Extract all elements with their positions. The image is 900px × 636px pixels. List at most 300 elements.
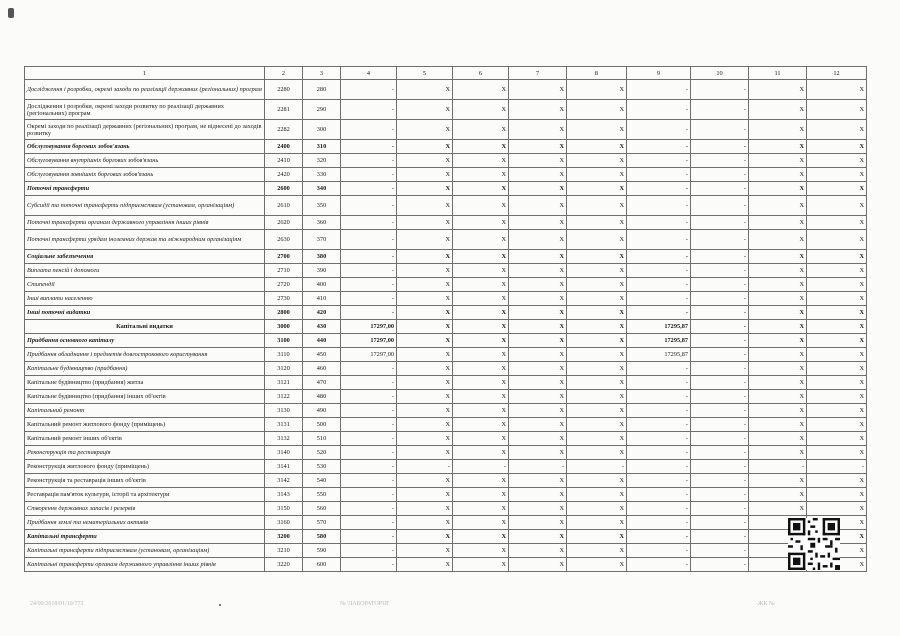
kekv-code-cell: 3142 (265, 474, 303, 488)
value-cell: - (627, 558, 691, 572)
value-cell: - (691, 558, 749, 572)
value-cell: - (341, 140, 397, 154)
value-cell: X (509, 292, 567, 306)
value-cell: X (453, 320, 509, 334)
kekv-code-cell: 2282 (265, 120, 303, 140)
value-cell: - (341, 306, 397, 320)
line-code-cell: 600 (303, 558, 341, 572)
value-cell: X (453, 530, 509, 544)
kekv-code-cell: 3130 (265, 404, 303, 418)
table-row (25, 140, 867, 154)
value-cell: X (397, 502, 453, 516)
value-cell: - (341, 404, 397, 418)
value-cell: X (509, 320, 567, 334)
table-row (25, 100, 867, 120)
value-cell: X (807, 376, 867, 390)
column-number-header: 1 (25, 67, 265, 80)
value-cell: - (627, 216, 691, 230)
value-cell: - (691, 120, 749, 140)
value-cell: X (453, 432, 509, 446)
value-cell: X (567, 306, 627, 320)
value-cell: X (509, 182, 567, 196)
row-name-cell: Соціальне забезпечення (25, 250, 265, 264)
value-cell: X (749, 404, 807, 418)
value-cell: X (749, 154, 807, 168)
value-cell: X (509, 154, 567, 168)
value-cell: - (341, 230, 397, 250)
row-name-cell: Капітальне будівництво (придбання) (25, 362, 265, 376)
value-cell: X (749, 502, 807, 516)
value-cell: - (509, 460, 567, 474)
value-cell: - (341, 362, 397, 376)
value-cell: - (691, 446, 749, 460)
value-cell: X (807, 250, 867, 264)
line-code-cell: 440 (303, 334, 341, 348)
value-cell: X (453, 154, 509, 168)
value-cell: - (341, 168, 397, 182)
table-row (25, 418, 867, 432)
value-cell: X (453, 264, 509, 278)
value-cell: - (627, 516, 691, 530)
line-code-cell: 460 (303, 362, 341, 376)
value-cell: - (691, 292, 749, 306)
table-row (25, 250, 867, 264)
value-cell: X (807, 432, 867, 446)
value-cell: - (691, 100, 749, 120)
value-cell: X (749, 216, 807, 230)
value-cell: X (807, 488, 867, 502)
table-row (25, 390, 867, 404)
value-cell: 17295,87 (627, 320, 691, 334)
value-cell: X (807, 306, 867, 320)
value-cell: X (807, 100, 867, 120)
column-number-header: 5 (397, 67, 453, 80)
table-row (25, 278, 867, 292)
kekv-code-cell: 2400 (265, 140, 303, 154)
row-name-cell: Реконструкція та реставрація (25, 446, 265, 460)
value-cell: X (453, 348, 509, 362)
value-cell: X (453, 362, 509, 376)
row-name-cell: Окремі заходи по реалізації державних (регіональних) програм, не віднесені до заходів розвитку (25, 120, 265, 140)
value-cell: - (341, 216, 397, 230)
expenditure-table-wrapper (24, 66, 866, 572)
value-cell: - (627, 362, 691, 376)
column-number-header: 9 (627, 67, 691, 80)
value-cell: X (567, 390, 627, 404)
value-cell: - (691, 516, 749, 530)
value-cell: X (397, 348, 453, 362)
value-cell: - (341, 376, 397, 390)
value-cell: X (749, 100, 807, 120)
value-cell: X (567, 100, 627, 120)
kekv-code-cell: 2720 (265, 278, 303, 292)
line-code-cell: 430 (303, 320, 341, 334)
value-cell: X (749, 376, 807, 390)
value-cell: - (567, 460, 627, 474)
value-cell: X (807, 230, 867, 250)
value-cell: X (509, 230, 567, 250)
row-name-cell: Дослідження і розробки, окремі заходи розвитку по реалізації державних (регіональних) програм (25, 100, 265, 120)
value-cell: X (567, 216, 627, 230)
value-cell: - (691, 320, 749, 334)
value-cell: X (509, 196, 567, 216)
value-cell: X (807, 182, 867, 196)
value-cell: X (567, 140, 627, 154)
value-cell: X (749, 250, 807, 264)
value-cell: - (341, 182, 397, 196)
table-row (25, 196, 867, 216)
row-name-cell: Придбання обладнання і предметів довгострокового користування (25, 348, 265, 362)
value-cell: X (749, 168, 807, 182)
value-cell: - (691, 488, 749, 502)
value-cell: X (567, 80, 627, 100)
value-cell: X (453, 306, 509, 320)
row-name-cell: Капітальні трансферти підприємствам (установам, організаціям) (25, 544, 265, 558)
value-cell: X (397, 530, 453, 544)
value-cell: X (453, 278, 509, 292)
value-cell: - (691, 502, 749, 516)
value-cell: X (509, 544, 567, 558)
value-cell: X (453, 100, 509, 120)
value-cell: - (341, 502, 397, 516)
value-cell: X (453, 182, 509, 196)
value-cell: X (397, 250, 453, 264)
value-cell: X (567, 292, 627, 306)
value-cell: - (691, 530, 749, 544)
kekv-code-cell: 3131 (265, 418, 303, 432)
value-cell: X (453, 488, 509, 502)
row-name-cell: Капітальний ремонт інших об'єктів (25, 432, 265, 446)
value-cell: X (749, 418, 807, 432)
value-cell: X (807, 558, 867, 572)
value-cell: - (341, 120, 397, 140)
value-cell: X (749, 278, 807, 292)
value-cell: X (807, 292, 867, 306)
value-cell: - (691, 230, 749, 250)
scan-mark (8, 8, 14, 18)
value-cell: - (627, 278, 691, 292)
value-cell: X (397, 168, 453, 182)
value-cell: X (567, 168, 627, 182)
value-cell: - (341, 196, 397, 216)
value-cell: X (567, 320, 627, 334)
row-name-cell: Капітальне будівництво (придбання) житла (25, 376, 265, 390)
value-cell: X (749, 292, 807, 306)
value-cell: X (397, 154, 453, 168)
column-number-header: 8 (567, 67, 627, 80)
row-name-cell: Дослідження і розробки, окремі заходи по реалізації державних (регіональних) програм (25, 80, 265, 100)
value-cell: X (567, 230, 627, 250)
table-row (25, 334, 867, 348)
value-cell: - (691, 334, 749, 348)
value-cell: X (749, 196, 807, 216)
value-cell: X (397, 418, 453, 432)
value-cell: - (341, 530, 397, 544)
table-row (25, 168, 867, 182)
value-cell: - (691, 154, 749, 168)
value-cell: X (749, 320, 807, 334)
value-cell: - (627, 460, 691, 474)
value-cell: X (509, 418, 567, 432)
value-cell: X (509, 446, 567, 460)
line-code-cell: 450 (303, 348, 341, 362)
value-cell: X (567, 404, 627, 418)
value-cell: - (627, 390, 691, 404)
row-name-cell: Капітальний ремонт житлового фонду (приміщень) (25, 418, 265, 432)
kekv-code-cell: 2630 (265, 230, 303, 250)
value-cell: X (567, 196, 627, 216)
line-code-cell: 480 (303, 390, 341, 404)
value-cell: X (567, 362, 627, 376)
value-cell: 17297,00 (341, 334, 397, 348)
value-cell: X (397, 544, 453, 558)
value-cell: X (397, 80, 453, 100)
value-cell: - (397, 460, 453, 474)
line-code-cell: 360 (303, 216, 341, 230)
column-number-header: 11 (749, 67, 807, 80)
value-cell: X (807, 362, 867, 376)
line-code-cell: 420 (303, 306, 341, 320)
value-cell: - (627, 80, 691, 100)
kekv-code-cell: 3220 (265, 558, 303, 572)
value-cell: - (627, 432, 691, 446)
row-name-cell: Виплата пенсій і допомоги (25, 264, 265, 278)
line-code-cell: 320 (303, 154, 341, 168)
column-number-header: 12 (807, 67, 867, 80)
row-name-cell: Капітальні трансферти органам державного управління інших рівнів (25, 558, 265, 572)
value-cell: X (453, 418, 509, 432)
value-cell: - (691, 474, 749, 488)
kekv-code-cell: 2620 (265, 216, 303, 230)
kekv-code-cell: 3120 (265, 362, 303, 376)
value-cell: X (509, 488, 567, 502)
value-cell: X (397, 140, 453, 154)
row-name-cell: Стипендії (25, 278, 265, 292)
value-cell: - (691, 390, 749, 404)
value-cell: - (627, 292, 691, 306)
kekv-code-cell: 3160 (265, 516, 303, 530)
value-cell: X (567, 154, 627, 168)
line-code-cell: 520 (303, 446, 341, 460)
value-cell: X (567, 446, 627, 460)
value-cell: X (509, 278, 567, 292)
line-code-cell: 400 (303, 278, 341, 292)
value-cell: X (509, 502, 567, 516)
kekv-code-cell: 3141 (265, 460, 303, 474)
value-cell: X (509, 432, 567, 446)
value-cell: X (749, 488, 807, 502)
table-row (25, 460, 867, 474)
value-cell: X (749, 264, 807, 278)
qr-code (788, 518, 840, 570)
value-cell: - (627, 306, 691, 320)
value-cell: - (691, 362, 749, 376)
value-cell: X (453, 516, 509, 530)
expenditure-table (24, 66, 867, 572)
value-cell: X (453, 474, 509, 488)
value-cell: X (567, 516, 627, 530)
line-code-cell: 490 (303, 404, 341, 418)
value-cell: - (691, 80, 749, 100)
value-cell: 17295,87 (627, 334, 691, 348)
value-cell: X (749, 362, 807, 376)
value-cell: X (749, 230, 807, 250)
column-number-header: 2 (265, 67, 303, 80)
kekv-code-cell: 2800 (265, 306, 303, 320)
line-code-cell: 580 (303, 530, 341, 544)
value-cell: X (509, 390, 567, 404)
value-cell: - (691, 306, 749, 320)
line-code-cell: 550 (303, 488, 341, 502)
value-cell: X (807, 516, 867, 530)
table-row (25, 292, 867, 306)
value-cell: - (341, 544, 397, 558)
row-name-cell: Капітальний ремонт (25, 404, 265, 418)
value-cell: X (453, 390, 509, 404)
table-row (25, 432, 867, 446)
value-cell: - (691, 460, 749, 474)
value-cell: X (807, 196, 867, 216)
value-cell: - (627, 446, 691, 460)
value-cell: X (397, 278, 453, 292)
kekv-code-cell: 3110 (265, 348, 303, 362)
value-cell: X (509, 516, 567, 530)
value-cell: X (397, 100, 453, 120)
row-name-cell: Капітальні видатки (25, 320, 265, 334)
column-number-header: 6 (453, 67, 509, 80)
value-cell: X (807, 446, 867, 460)
value-cell: X (397, 488, 453, 502)
value-cell: - (691, 278, 749, 292)
value-cell: X (567, 278, 627, 292)
value-cell: X (807, 264, 867, 278)
value-cell: - (627, 502, 691, 516)
table-row (25, 216, 867, 230)
value-cell: X (453, 196, 509, 216)
value-cell: X (567, 558, 627, 572)
value-cell: - (627, 120, 691, 140)
value-cell: - (341, 432, 397, 446)
kekv-code-cell: 3122 (265, 390, 303, 404)
value-cell: X (567, 544, 627, 558)
value-cell: X (397, 432, 453, 446)
value-cell: X (453, 168, 509, 182)
value-cell: X (567, 348, 627, 362)
value-cell: X (509, 306, 567, 320)
value-cell: X (567, 250, 627, 264)
row-name-cell: Поточні трансферти органам державного управління інших рівнів (25, 216, 265, 230)
line-code-cell: 410 (303, 292, 341, 306)
footer-left-text: 24/09/2018/01/10/773 (30, 601, 84, 607)
value-cell: X (453, 230, 509, 250)
value-cell: X (397, 230, 453, 250)
value-cell: - (691, 250, 749, 264)
kekv-code-cell: 2410 (265, 154, 303, 168)
value-cell: X (749, 390, 807, 404)
value-cell: - (341, 446, 397, 460)
value-cell: X (453, 502, 509, 516)
value-cell: - (691, 168, 749, 182)
value-cell: X (453, 120, 509, 140)
value-cell: X (397, 376, 453, 390)
kekv-code-cell: 3121 (265, 376, 303, 390)
value-cell: X (807, 334, 867, 348)
column-number-header: 4 (341, 67, 397, 80)
line-code-cell: 470 (303, 376, 341, 390)
value-cell: X (749, 120, 807, 140)
row-name-cell: Реставрація пам'яток культури, історії та архітектури (25, 488, 265, 502)
line-code-cell: 380 (303, 250, 341, 264)
table-row (25, 264, 867, 278)
value-cell: X (807, 530, 867, 544)
value-cell: - (341, 264, 397, 278)
value-cell: - (691, 264, 749, 278)
value-cell: X (397, 446, 453, 460)
line-code-cell: 290 (303, 100, 341, 120)
value-cell: - (627, 250, 691, 264)
table-row (25, 120, 867, 140)
value-cell: X (397, 120, 453, 140)
kekv-code-cell: 2280 (265, 80, 303, 100)
value-cell: X (453, 558, 509, 572)
value-cell: X (509, 100, 567, 120)
row-name-cell: Реконструкція та реставрація інших об'єктів (25, 474, 265, 488)
row-name-cell: Інші виплати населенню (25, 292, 265, 306)
kekv-code-cell: 3150 (265, 502, 303, 516)
line-code-cell: 340 (303, 182, 341, 196)
value-cell: - (691, 140, 749, 154)
value-cell: - (341, 488, 397, 502)
value-cell: X (509, 264, 567, 278)
value-cell: - (627, 488, 691, 502)
value-cell: X (567, 418, 627, 432)
table-row (25, 404, 867, 418)
value-cell: - (341, 390, 397, 404)
kekv-code-cell: 3140 (265, 446, 303, 460)
value-cell: - (341, 250, 397, 264)
value-cell: X (509, 250, 567, 264)
value-cell: X (807, 80, 867, 100)
row-name-cell: Реконструкція житлового фонду (приміщень) (25, 460, 265, 474)
value-cell: X (453, 140, 509, 154)
value-cell: X (453, 334, 509, 348)
kekv-code-cell: 2420 (265, 168, 303, 182)
value-cell: - (627, 182, 691, 196)
table-row (25, 558, 867, 572)
table-row (25, 182, 867, 196)
row-name-cell: Придбання основного капіталу (25, 334, 265, 348)
value-cell: X (397, 516, 453, 530)
value-cell: - (627, 530, 691, 544)
value-cell: X (749, 446, 807, 460)
row-name-cell: Придбання землі та нематеріальних активів (25, 516, 265, 530)
value-cell: - (691, 196, 749, 216)
value-cell: X (397, 264, 453, 278)
value-cell: X (749, 182, 807, 196)
value-cell: - (453, 460, 509, 474)
value-cell: X (509, 404, 567, 418)
value-cell: - (627, 474, 691, 488)
value-cell: X (397, 558, 453, 572)
value-cell: X (807, 320, 867, 334)
value-cell: - (627, 376, 691, 390)
value-cell: - (341, 278, 397, 292)
row-name-cell: Поточні трансферти (25, 182, 265, 196)
column-number-header: 3 (303, 67, 341, 80)
table-row (25, 446, 867, 460)
value-cell: X (807, 474, 867, 488)
kekv-code-cell: 2610 (265, 196, 303, 216)
